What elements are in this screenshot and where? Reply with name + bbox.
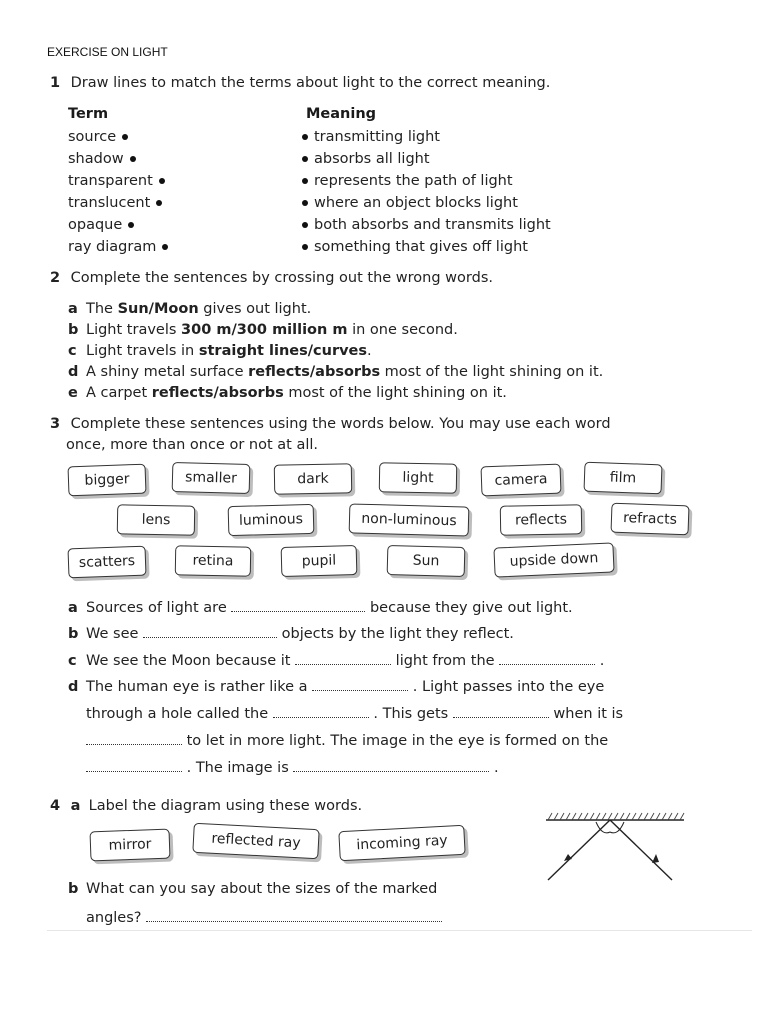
q4b-letter: b [68, 881, 79, 897]
document-title: EXERCISE ON LIGHT [47, 45, 168, 59]
answer-blank[interactable] [499, 652, 595, 665]
answer-blank[interactable] [453, 705, 549, 718]
sentence-text: objects by the light they reflect. [281, 626, 514, 642]
item-letter: c [68, 343, 77, 359]
term-label: translucent [68, 195, 151, 211]
term-dot[interactable] [128, 222, 134, 228]
term-label: transparent [68, 173, 153, 189]
word-card[interactable]: upside down [493, 542, 614, 577]
q3-sentence-c [68, 652, 604, 669]
word-card[interactable]: reflects [500, 504, 583, 535]
q2-item [68, 322, 603, 343]
meaning-label: where an object blocks light [314, 195, 518, 211]
incoming-ray-line [548, 820, 610, 880]
q3-instruction-line2: once, more than once or not at all. [66, 437, 318, 453]
q2-item [68, 364, 603, 385]
sentence-text: . Light passes into the eye [412, 679, 605, 695]
word-card[interactable]: smaller [172, 462, 251, 494]
q2-instruction-text: Complete the sentences by crossing out the wrong words. [70, 270, 493, 286]
reflected-ray-arrow [652, 854, 659, 863]
q2-instruction [50, 270, 493, 286]
q4a-letter: a [70, 798, 81, 814]
term-label: ray diagram [68, 239, 157, 255]
word-card[interactable]: camera [481, 464, 562, 497]
item-letter: d [68, 679, 79, 695]
sentence-text: to let in more light. The image in the eye is formed on the [186, 733, 609, 749]
word-card[interactable]: pupil [281, 545, 358, 577]
item-text: . [367, 343, 372, 359]
item-choice[interactable]: straight lines/curves [198, 343, 368, 359]
term-dot[interactable] [159, 178, 165, 184]
item-letter: b [68, 322, 79, 338]
item-letter: b [68, 626, 79, 642]
q3-sentence-d-line1 [68, 678, 604, 695]
meaning-item [302, 129, 551, 151]
word-card[interactable]: retina [175, 545, 252, 576]
answer-blank[interactable] [146, 909, 442, 922]
meaning-dot[interactable] [302, 134, 308, 140]
word-card[interactable]: Sun [387, 545, 466, 577]
meaning-label: transmitting light [314, 129, 440, 145]
term-dot[interactable] [122, 134, 128, 140]
sentence-text: We see [86, 626, 139, 642]
q3-sentence-d-line3 [86, 732, 608, 749]
item-text: Light travels in [86, 343, 199, 359]
q3-sentence-d-line2 [86, 705, 623, 722]
answer-blank[interactable] [293, 759, 489, 772]
meaning-dot[interactable] [302, 156, 308, 162]
meaning-label: represents the path of light [314, 173, 513, 189]
word-card[interactable]: luminous [228, 504, 315, 536]
answer-blank[interactable] [143, 625, 277, 638]
item-choice[interactable]: Sun/Moon [117, 301, 199, 317]
term-label: opaque [68, 217, 123, 233]
sentence-text: because they give out light. [369, 600, 573, 616]
q3-sentence-b [68, 625, 514, 642]
answer-blank[interactable] [295, 652, 391, 665]
term-header: Term [68, 106, 109, 122]
meaning-list [302, 129, 551, 261]
word-card[interactable]: film [584, 462, 663, 495]
term-list [68, 129, 174, 261]
term-item [68, 129, 174, 151]
meaning-label: something that gives off light [314, 239, 528, 255]
meaning-item [302, 217, 551, 239]
meaning-item [302, 151, 551, 173]
answer-blank[interactable] [312, 678, 408, 691]
sentence-text: . [599, 653, 605, 669]
meaning-dot[interactable] [302, 178, 308, 184]
mirror-surface [546, 813, 684, 820]
mirror-reflection-diagram [538, 808, 688, 886]
meaning-item [302, 195, 551, 217]
meaning-dot[interactable] [302, 222, 308, 228]
reflected-ray-line [610, 820, 672, 880]
q3-instruction [50, 414, 611, 456]
item-text: The [86, 301, 118, 317]
term-item [68, 151, 174, 173]
item-letter: a [68, 600, 78, 616]
item-letter: e [68, 385, 78, 401]
meaning-item [302, 239, 551, 261]
q4b-line2 [86, 909, 442, 926]
q4b-text: angles? [86, 910, 142, 926]
meaning-dot[interactable] [302, 200, 308, 206]
word-card[interactable]: refracts [611, 503, 690, 536]
meaning-label: both absorbs and transmits light [314, 217, 551, 233]
item-letter: a [68, 301, 78, 317]
term-dot[interactable] [156, 200, 162, 206]
q2-items [68, 301, 603, 406]
q4a-instruction-text: Label the diagram using these words. [88, 798, 363, 814]
term-dot[interactable] [162, 244, 168, 250]
q3-sentence-a [68, 599, 573, 616]
q4b-text: What can you say about the sizes of the marked [86, 881, 438, 897]
item-choice[interactable]: 300 m/300 million m [181, 322, 348, 338]
q1-instruction [50, 75, 550, 91]
sentence-text: through a hole called the [86, 706, 269, 722]
q2-item [68, 385, 603, 406]
word-card[interactable]: scatters [68, 546, 147, 579]
word-card[interactable]: light [379, 462, 458, 493]
q4-number: 4 [50, 798, 61, 814]
item-text: A shiny metal surface [86, 364, 249, 380]
word-card[interactable]: incoming ray [338, 825, 465, 862]
word-card[interactable]: dark [274, 463, 353, 494]
item-choice[interactable]: reflects/absorbs [248, 364, 381, 380]
answer-blank[interactable] [86, 759, 182, 772]
q1-number: 1 [50, 75, 61, 91]
item-text: in one second. [347, 322, 458, 338]
sentence-text: Sources of light are [86, 600, 227, 616]
page-divider [47, 930, 752, 931]
sentence-text: The human eye is rather like a [86, 679, 308, 695]
q3-sentence-d-line4 [86, 759, 499, 776]
q3-number: 3 [50, 416, 61, 432]
q2-item [68, 301, 603, 322]
term-item [68, 239, 174, 261]
item-letter: c [68, 653, 77, 669]
word-card[interactable]: lens [117, 504, 196, 535]
word-card[interactable]: mirror [90, 829, 171, 862]
meaning-label: absorbs all light [314, 151, 430, 167]
term-item [68, 195, 174, 217]
meaning-header: Meaning [306, 106, 377, 122]
meaning-dot[interactable] [302, 244, 308, 250]
q4a-instruction [50, 798, 362, 814]
q4b-line1 [68, 881, 437, 897]
answer-blank[interactable] [231, 599, 365, 612]
term-dot[interactable] [130, 156, 136, 162]
item-text: most of the light shining on it. [380, 364, 604, 380]
word-card[interactable]: reflected ray [192, 823, 319, 860]
word-card[interactable]: non-luminous [349, 503, 470, 536]
meaning-item [302, 173, 551, 195]
incoming-ray-arrow [564, 854, 572, 861]
term-item [68, 173, 174, 195]
item-choice[interactable]: reflects/absorbs [151, 385, 284, 401]
term-item [68, 217, 174, 239]
word-card[interactable]: bigger [68, 464, 147, 497]
item-text: A carpet [86, 385, 152, 401]
item-text: most of the light shining on it. [283, 385, 507, 401]
term-label: shadow [68, 151, 124, 167]
answer-blank[interactable] [86, 732, 182, 745]
q1-instruction-text: Draw lines to match the terms about light to the correct meaning. [70, 75, 551, 91]
sentence-text: when it is [553, 706, 624, 722]
sentence-text: We see the Moon because it [86, 653, 291, 669]
q3-instruction-line1: Complete these sentences using the words below. You may use each word [70, 416, 611, 432]
item-text: gives out light. [198, 301, 312, 317]
term-label: source [68, 129, 117, 145]
q2-number: 2 [50, 270, 61, 286]
sentence-text: light from the [395, 653, 495, 669]
item-letter: d [68, 364, 79, 380]
sentence-text: . The image is [186, 760, 289, 776]
answer-blank[interactable] [273, 705, 369, 718]
q2-item [68, 343, 603, 364]
sentence-text: . This gets [373, 706, 449, 722]
item-text: Light travels [86, 322, 182, 338]
sentence-text: . [493, 760, 499, 776]
